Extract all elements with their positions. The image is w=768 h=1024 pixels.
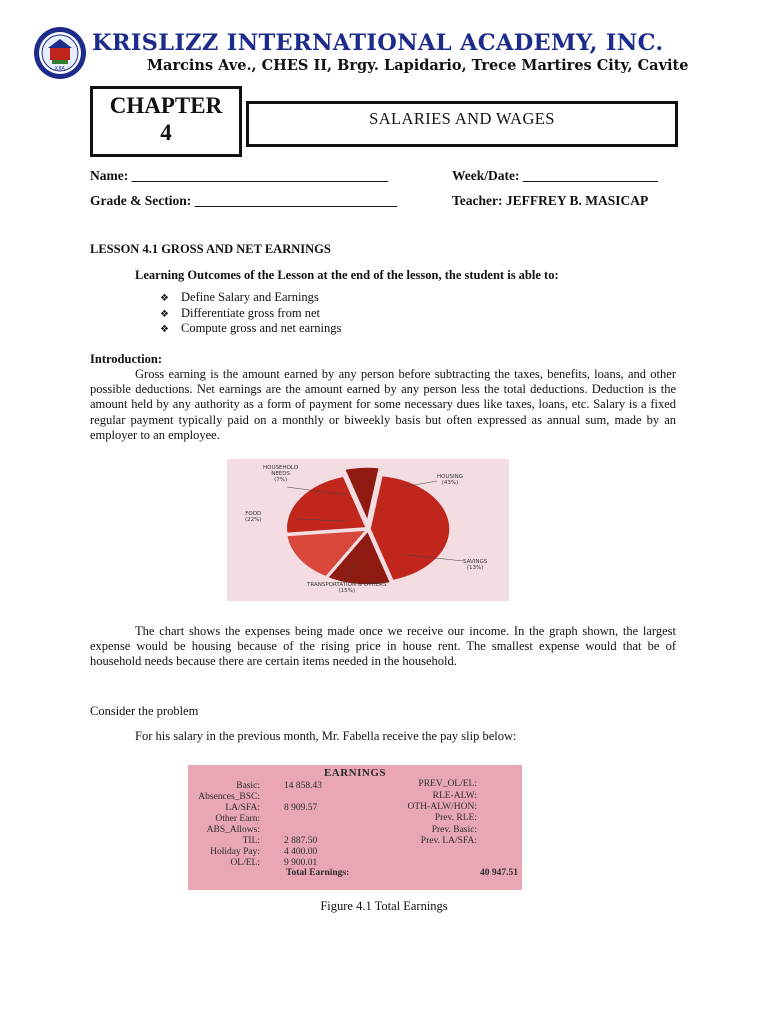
chapter-number: 4 — [160, 120, 172, 145]
payslip-label: Prev. Basic: — [431, 825, 477, 835]
label-food: FOOD (22%) — [245, 511, 262, 523]
teacher-field: Teacher: JEFFREY B. MASICAP — [452, 193, 649, 208]
list-item: ❖ Differentiate gross from net — [160, 306, 341, 322]
payslip-value: 8 909.57 — [284, 803, 318, 813]
chart-paragraph: The chart shows the expenses being made once we receive our income. In the graph shown, the largest expense would be housing because of the rising price in house rent. The smallest expense would that be of household needs because there are certain items needed in the household. — [90, 624, 676, 669]
chapter-label: CHAPTER — [109, 93, 223, 118]
figure-caption: Figure 4.1 Total Earnings — [320, 899, 448, 913]
chapter-box — [90, 86, 242, 157]
intro-heading: Introduction: — [90, 352, 163, 366]
list-item: ❖ Compute gross and net earnings — [160, 321, 341, 337]
payslip-label: Other Earn: — [215, 814, 260, 824]
label-transport: TRANSPORTATION & OTHERS (15%) — [307, 582, 387, 594]
payslip-label: Prev. LA/SFA: — [420, 836, 477, 846]
payslip-label: Holiday Pay: — [210, 847, 260, 857]
bullet-icon: ❖ — [160, 324, 169, 335]
payslip-label: RLE-ALW: — [432, 791, 477, 801]
payslip-label: Absences_BSC: — [198, 792, 260, 802]
school-address: Marcins Ave., CHES II, Brgy. Lapidario, Trece Martires City, Cavite — [147, 57, 689, 74]
payslip-label: PREV_OL/EL: — [418, 779, 477, 789]
lesson-heading: LESSON 4.1 GROSS AND NET EARNINGS — [90, 242, 331, 256]
payslip-value: 14 858.43 — [284, 781, 322, 791]
intro-paragraph: Gross earning is the amount earned by any person before subtracting the taxes, benefits, loans, and other possible deductions. Net earnings are the amount earned by any person less the total deductions. Deduction is the amount held by any authority as a form of payment for some necessary dues like taxes, loans, etc. Salary is a fixed regular payment typically paid on a monthly or biweekly basis but often expressed as annual sum, made by an employer to an employee. — [90, 367, 676, 442]
payslip-label: OL/EL: — [230, 858, 260, 868]
label-household: HOUSEHOLD NEEDS (7%) — [263, 465, 299, 483]
expense-pie-chart — [227, 459, 509, 601]
payslip-value: 9 900.01 — [284, 858, 318, 868]
payslip-value: 2 887.50 — [284, 836, 318, 846]
school-name: KRISLIZZ INTERNATIONAL ACADEMY, INC. — [92, 30, 664, 56]
consider-text: Consider the problem — [90, 704, 199, 718]
payslip-title: EARNINGS — [323, 767, 387, 779]
payslip-label: Basic: — [236, 781, 260, 791]
payslip-value: 4 400.00 — [284, 847, 318, 857]
week-date-field: Week/Date: ____________________ — [452, 168, 658, 183]
payslip-label: ABS_Allows: — [206, 825, 260, 835]
name-field: Name: ______________________________________ — [90, 168, 389, 183]
payslip-label: OTH-ALW/HON: — [407, 802, 477, 812]
payslip-label: Prev. RLE: — [434, 813, 477, 823]
learning-outcomes: Learning Outcomes of the Lesson at the end of the lesson, the student is able to: — [135, 268, 559, 282]
outcome-list — [160, 290, 341, 337]
bullet-icon: ❖ — [160, 293, 169, 304]
logo-text: KIIA — [55, 66, 65, 72]
total-earnings-value: 40 947.51 — [480, 868, 518, 878]
total-earnings-label: Total Earnings: — [286, 868, 350, 878]
grade-section-field: Grade & Section: ______________________________ — [90, 193, 398, 208]
list-item: ❖ Define Salary and Earnings — [160, 290, 341, 306]
bullet-icon: ❖ — [160, 308, 169, 320]
payslip-label: TIL: — [242, 836, 260, 846]
chapter-title: SALARIES AND WAGES — [246, 101, 678, 147]
problem-text: For his salary in the previous month, Mr. Fabella receive the pay slip below: — [135, 729, 517, 743]
school-logo — [33, 26, 87, 80]
pay-slip — [188, 765, 522, 890]
label-savings: SAVINGS (13%) — [463, 559, 488, 571]
label-housing: HOUSING (43%) — [437, 474, 463, 486]
payslip-label: LA/SFA: — [225, 803, 260, 813]
